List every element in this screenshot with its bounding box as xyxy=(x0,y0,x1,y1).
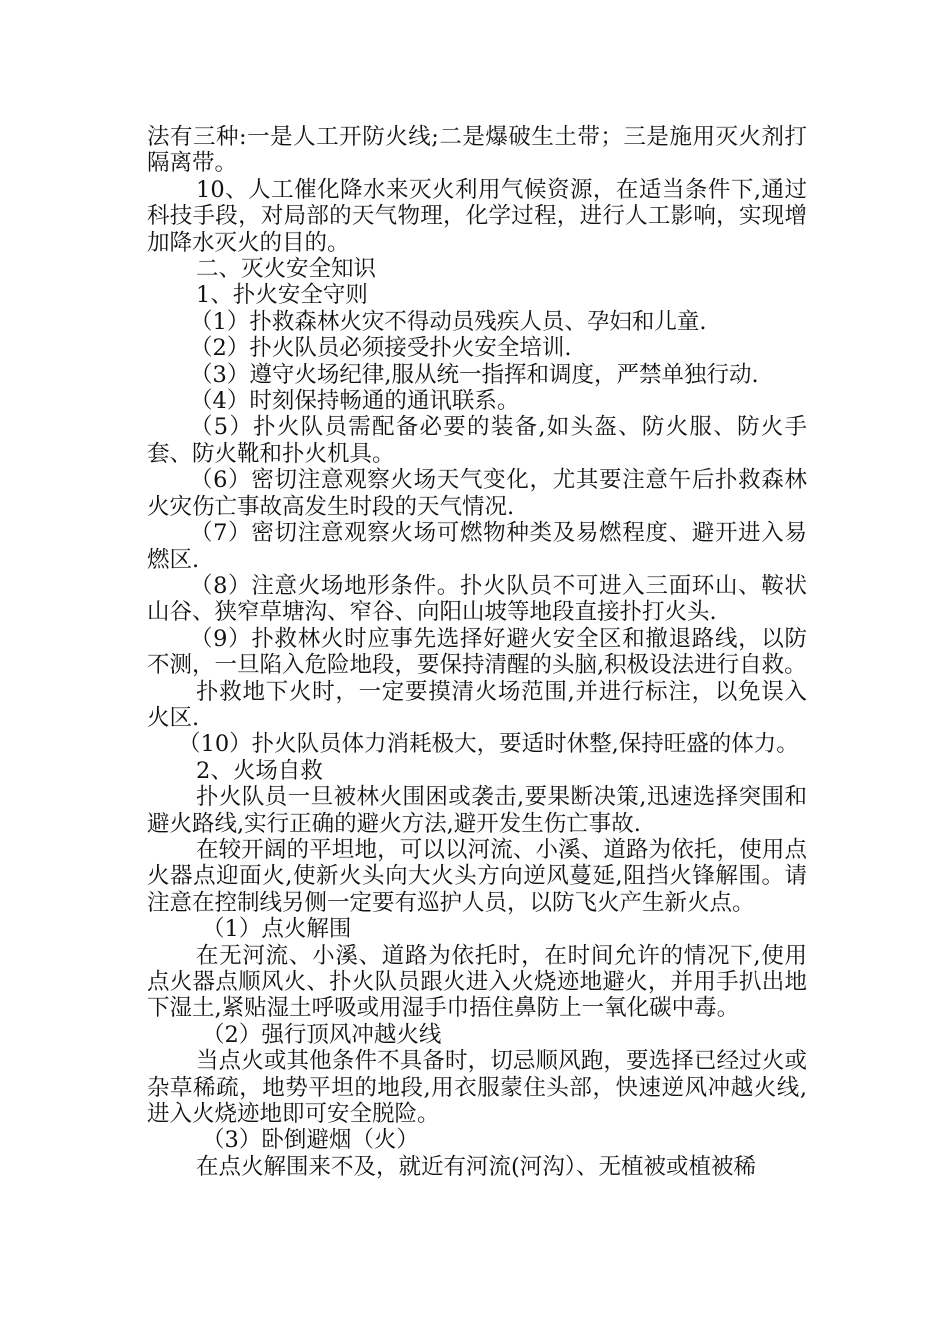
subsection-heading: 2、火场自救 xyxy=(196,757,323,784)
list-item: （9）扑救林火时应事先选择好避火安全区和撤退路线，以防不测，一旦陷入危险地段，要保持清醒的头脑,积极设法进行自救。 xyxy=(147,625,807,679)
method-heading: （3）卧倒避烟（火） xyxy=(202,1127,419,1154)
list-item: （5）扑火队员需配备必要的装备,如头盔、防火服、防火手套、防火靴和扑火机具。 xyxy=(147,414,807,467)
body-paragraph: 在点火解围来不及，就近有河流(河沟）、无植被或植被稀 xyxy=(196,1153,757,1180)
list-item: （8）注意火场地形条件。扑火队员不可进入三面环山、鞍状山谷、狭窄草塘沟、窄谷、向阳山坡等地段直接扑打火头. xyxy=(147,572,807,626)
body-paragraph: 在无河流、小溪、道路为依托时，在时间允许的情况下,使用点火器点顺风火、扑火队员跟火进入火烧迹地避火，并用手扒出地下湿土,紧贴湿土呼吸或用湿手巾捂住鼻防上一氧化碳中毒。 xyxy=(147,942,807,1022)
list-item: （10）扑火队员体力消耗极大，要适时休整,保持旺盛的体力。 xyxy=(178,731,799,758)
list-item: （6）密切注意观察火场天气变化，尤其要注意午后扑救森林火灾伤亡事故高发生时段的天气情况. xyxy=(147,467,807,520)
body-paragraph: 当点火或其他条件不具备时，切忌顺风跑，要选择已经过火或杂草稀疏，地势平坦的地段,用衣服蒙住头部，快速逆风冲越火线,进入火烧迹地即可安全脱险。 xyxy=(147,1048,807,1128)
list-item: （4）时刻保持畅通的通讯联系。 xyxy=(190,388,520,415)
list-item: （2）扑火队员必须接受扑火安全培训. xyxy=(190,335,572,362)
list-item: （3）遵守火场纪律,服从统一指挥和调度，严禁单独行动. xyxy=(190,361,759,388)
body-paragraph: 扑救地下火时，一定要摸清火场范围,并进行标注，以免误入火区. xyxy=(147,678,807,731)
list-item: （7）密切注意观察火场可燃物种类及易燃程度、避开进入易燃区. xyxy=(147,520,807,573)
body-paragraph: 法有三种:一是人工开防火线;二是爆破生土带；三是施用灭火剂打隔离带。 xyxy=(147,124,807,177)
list-item: （1）扑救森林火灾不得动员残疾人员、孕妇和儿童. xyxy=(190,308,707,335)
subsection-heading: 1、扑火安全守则 xyxy=(196,282,368,309)
method-heading: （2）强行顶风冲越火线 xyxy=(202,1021,442,1048)
body-paragraph: 在较开阔的平坦地，可以以河流、小溪、道路为依托，使用点火器点迎面火,使新火头向大火头方向逆风蔓延,阻挡火锋解围。请注意在控制线另侧一定要有巡护人员，以防飞火产生新火点。 xyxy=(147,836,807,916)
method-heading: （1）点火解围 xyxy=(202,916,352,943)
document-page xyxy=(147,124,807,1180)
body-paragraph: 扑火队员一旦被林火围困或袭击,要果断决策,迅速选择突围和避火路线,实行正确的避火方法,避开发生伤亡事故. xyxy=(147,784,807,837)
body-paragraph: 10、人工催化降水来灭火利用气候资源，在适当条件下,通过科技手段，对局部的天气物理，化学过程，进行人工影响，实现增加降水灭火的目的。 xyxy=(147,176,807,256)
section-heading: 二、灭火安全知识 xyxy=(196,256,377,283)
